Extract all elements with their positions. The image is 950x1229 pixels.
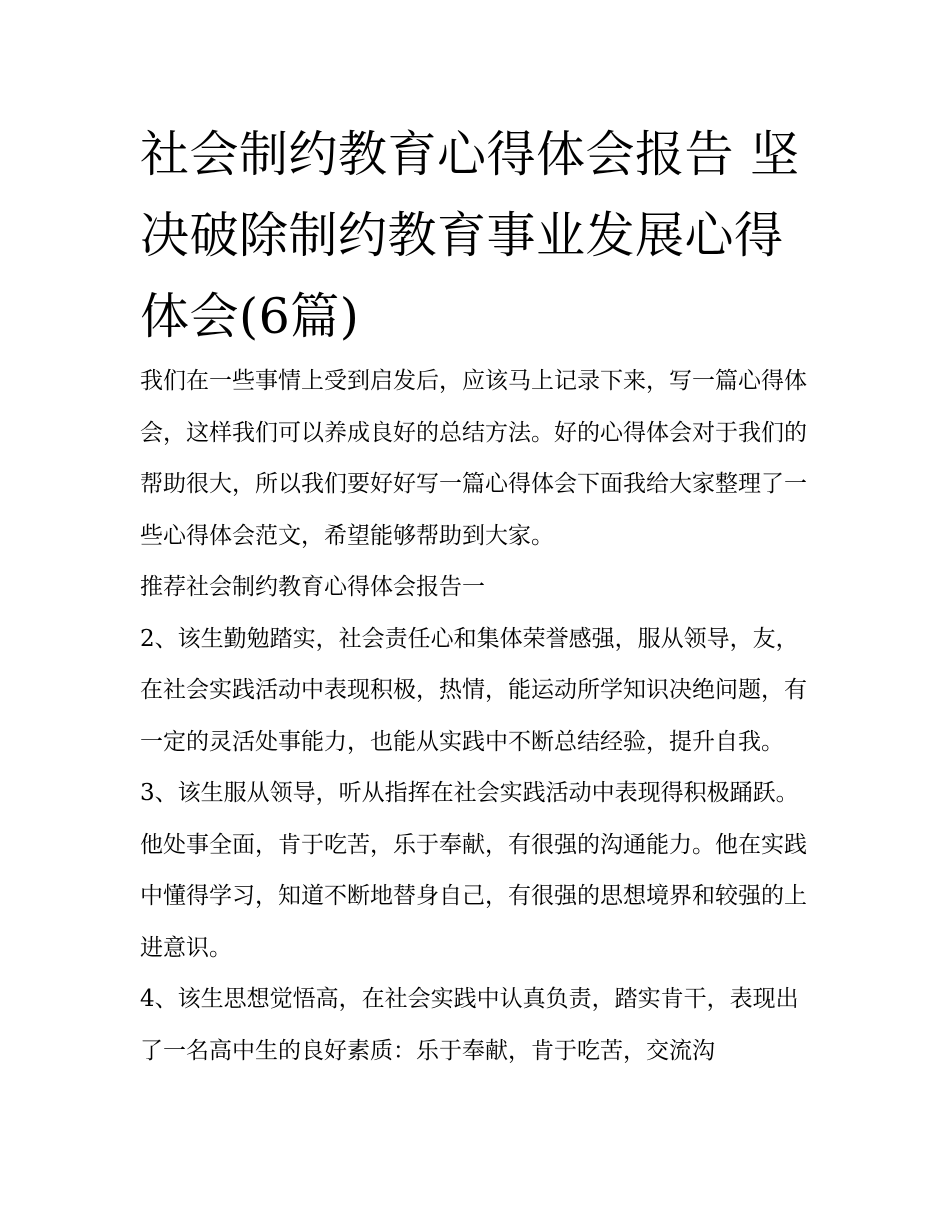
list-item-4: 4、该生思想觉悟高，在社会实践中认真负责，踏实肯干，表现出了一名高中生的良好素质：乐于奉献，肯于吃苦，交流沟 bbox=[140, 986, 799, 1064]
section-heading: 推荐社会制约教育心得体会报告一 bbox=[140, 574, 485, 600]
intro-paragraph: 我们在一些事情上受到启发后，应该马上记录下来，写一篇心得体会，这样我们可以养成良好的总结方法。好的心得体会对于我们的帮助很大，所以我们要好好写一篇心得体会下面我给大家整理了一些心得体会范文，希望能够帮助到大家。 bbox=[140, 368, 807, 549]
list-item-3: 3、该生服从领导，听从指挥在社会实践活动中表现得积极踊跃。他处事全面，肯于吃苦，乐于奉献，有很强的沟通能力。他在实践中懂得学习，知道不断地替身自己，有很强的思想境界和较强的上进意识。 bbox=[140, 780, 807, 961]
list-item-2: 2、该生勤勉踏实，社会责任心和集体荣誉感强，服从领导，友，在社会实践活动中表现积极，热情，能运动所学知识决绝问题，有一定的灵活处事能力，也能从实践中不断总结经验，提升自我。 bbox=[140, 625, 807, 755]
document-title: 社会制约教育心得体会报告 坚决破除制约教育事业发展心得体会(6篇) bbox=[140, 126, 800, 345]
document-body bbox=[140, 356, 820, 1077]
